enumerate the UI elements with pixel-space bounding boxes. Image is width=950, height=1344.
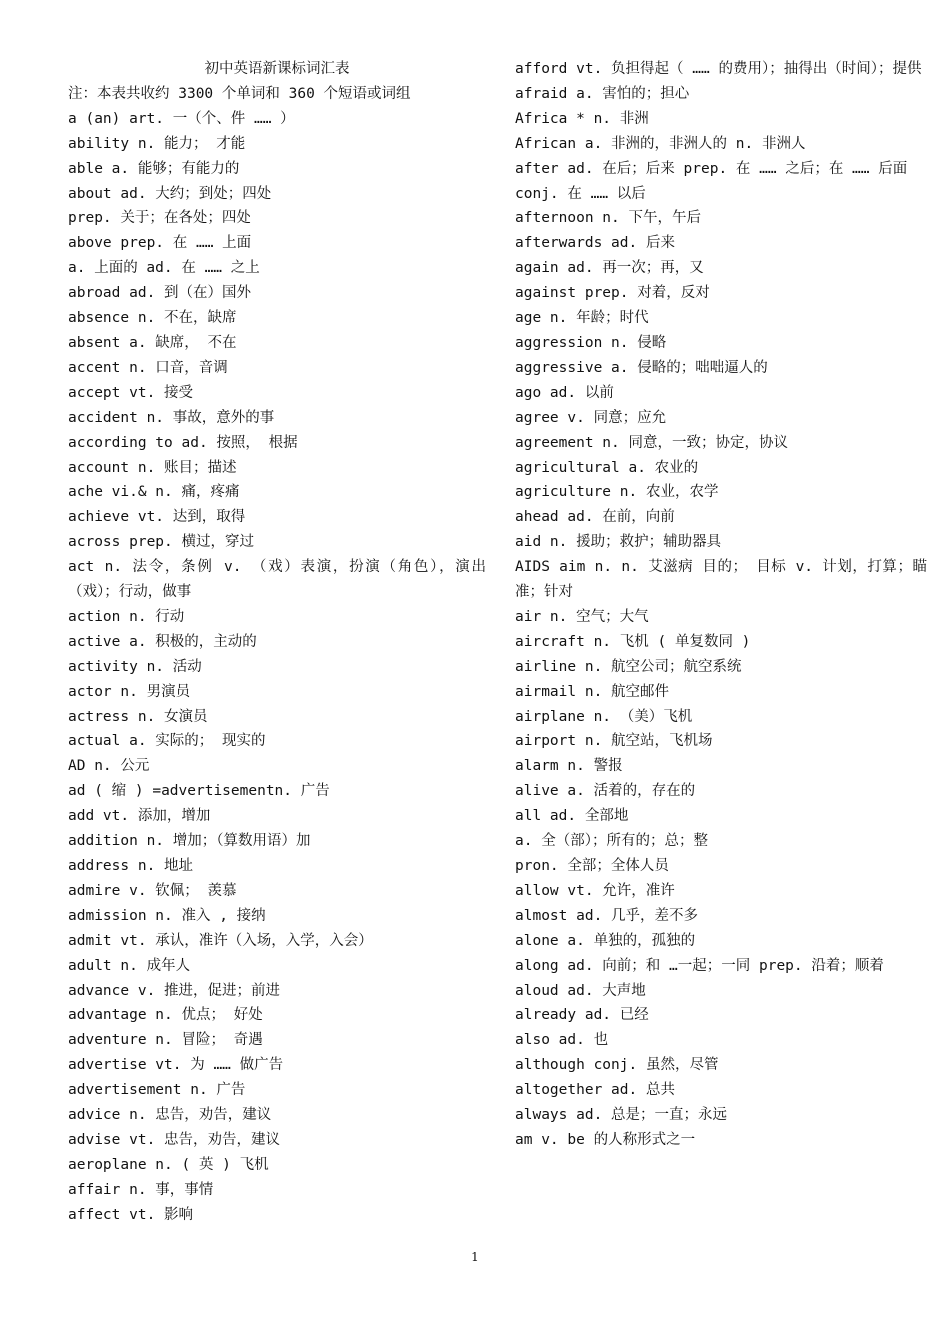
vocabulary-entry: Africa * n. 非洲: [515, 110, 649, 127]
vocabulary-entry: altogether ad. 总共: [515, 1082, 675, 1099]
vocabulary-entry: absence n. 不在，缺席: [68, 310, 237, 327]
vocabulary-entry: aid n. 援助；救护；辅助器具: [515, 534, 722, 551]
vocabulary-entry: again ad. 再一次；再，又: [515, 260, 704, 277]
vocabulary-entry: able a. 能够；有能力的: [68, 160, 240, 177]
vocabulary-entry: activity n. 活动: [68, 658, 202, 675]
vocabulary-entry: African a. 非洲的，非洲人的 n. 非洲人: [515, 135, 806, 152]
vocabulary-entry: address n. 地址: [68, 858, 194, 874]
vocabulary-entry: am v. be 的人称形式之一: [515, 1131, 696, 1148]
vocabulary-entry: afterwards ad. 后来: [515, 235, 675, 252]
right-column: [515, 57, 927, 1153]
vocabulary-entry: pron. 全部；全体人员: [515, 858, 669, 874]
vocabulary-entry: aggression n. 侵略: [515, 334, 667, 351]
vocabulary-entry: afford vt. 负担得起（ …… 的费用）；抽得出（时间）；提供: [515, 61, 922, 77]
vocabulary-entry: airport n. 航空站，飞机场: [515, 733, 713, 750]
page-number: 1: [471, 1250, 479, 1264]
vocabulary-entry: prep. 关于；在各处；四处: [68, 210, 251, 227]
vocabulary-entry: active a. 积极的，主动的: [68, 633, 257, 650]
vocabulary-entry: afraid a. 害怕的；担心: [515, 85, 690, 102]
vocabulary-entry: after ad. 在后；后来 prep. 在 …… 之后；在 …… 后面: [515, 160, 908, 177]
vocabulary-entry: addition n. 增加；（算数用语）加: [68, 833, 311, 850]
vocabulary-entry: advertise vt. 为 …… 做广告: [68, 1057, 284, 1074]
vocabulary-entry: affect vt. 影响: [68, 1206, 194, 1223]
vocabulary-entry: advice n. 忠告，劝告，建议: [68, 1107, 272, 1124]
vocabulary-entry: already ad. 已经: [515, 1007, 649, 1024]
vocabulary-entry: airplane n. （美）飞机: [515, 708, 693, 725]
vocabulary-entry: along ad. 向前；和 …一起；一同 prep. 沿着；顺着: [515, 957, 884, 974]
vocabulary-entry: all ad. 全部地: [515, 808, 629, 825]
vocabulary-entry: adult n. 成年人: [68, 957, 191, 974]
vocabulary-entry: act n. 法令，条例 v. （戏）表演，扮演（角色），演出（戏）；行动，做事: [68, 559, 486, 601]
vocabulary-entry: admire v. 钦佩； 羡慕: [68, 882, 237, 899]
vocabulary-entry: accident n. 事故，意外的事: [68, 409, 275, 426]
vocabulary-entry: accent n. 口音，音调: [68, 359, 228, 376]
page-title: 初中英语新课标词汇表: [204, 61, 350, 77]
vocabulary-entry: airline n. 航空公司；航空系统: [515, 658, 742, 675]
vocabulary-entry: allow vt. 允许，准许: [515, 882, 675, 899]
vocabulary-entry: actual a. 实际的； 现实的: [68, 733, 266, 750]
vocabulary-entry: account n. 账目；描述: [68, 459, 237, 476]
vocabulary-entry: almost ad. 几乎，差不多: [515, 907, 699, 924]
vocabulary-entry: ability n. 能力； 才能: [68, 135, 246, 152]
vocabulary-entry: admission n. 准入 , 接纳: [68, 907, 266, 924]
vocabulary-entry: age n. 年龄；时代: [515, 310, 649, 327]
vocabulary-entry: advance v. 推进，促进；前进: [68, 982, 281, 999]
vocabulary-entry: a. 上面的 ad. 在 …… 之上: [68, 260, 260, 277]
right-vocabulary-list: [515, 57, 927, 1153]
vocabulary-entry: admit vt. 承认，准许（入场，入学，入会）: [68, 932, 373, 949]
vocabulary-entry: advise vt. 忠告，劝告，建议: [68, 1131, 281, 1148]
vocabulary-entry: afternoon n. 下午，午后: [515, 210, 701, 227]
vocabulary-entry: above prep. 在 …… 上面: [68, 235, 252, 252]
vocabulary-entry: ahead ad. 在前，向前: [515, 509, 675, 526]
vocabulary-entry: about ad. 大约；到处；四处: [68, 185, 272, 202]
vocabulary-entry: advantage n. 优点； 好处: [68, 1007, 263, 1024]
vocabulary-note: 注：本表共收约 3300 个单词和 360 个短语或词组: [68, 85, 411, 102]
vocabulary-entry: also ad. 也: [515, 1032, 609, 1049]
vocabulary-entry: alone a. 单独的，孤独的: [515, 932, 696, 949]
vocabulary-entry: actress n. 女演员: [68, 708, 208, 725]
vocabulary-entry: although conj. 虽然，尽管: [515, 1057, 719, 1074]
vocabulary-entry: across prep. 横过，穿过: [68, 534, 254, 551]
vocabulary-entry: adventure n. 冒险； 奇遇: [68, 1032, 263, 1049]
vocabulary-entry: agriculture n. 农业，农学: [515, 484, 719, 501]
vocabulary-entry: aircraft n. 飞机 ( 单复数同 ): [515, 633, 751, 650]
vocabulary-entry: agricultural a. 农业的: [515, 459, 699, 476]
vocabulary-entry: agree v. 同意；应允: [515, 409, 667, 426]
vocabulary-entry: air n. 空气；大气: [515, 608, 649, 625]
vocabulary-entry: always ad. 总是；一直；永远: [515, 1107, 728, 1124]
vocabulary-entry: agreement n. 同意，一致；协定，协议: [515, 434, 788, 451]
vocabulary-entry: ago ad. 以前: [515, 384, 614, 401]
vocabulary-entry: aeroplane n. ( 英 ) 飞机: [68, 1156, 269, 1173]
vocabulary-entry: a (an) art. 一（个、件 …… ）: [68, 110, 295, 127]
vocabulary-entry: alarm n. 警报: [515, 758, 623, 775]
vocabulary-entry: accept vt. 接受: [68, 384, 194, 401]
vocabulary-entry: ad ( 缩 ) =advertisementn. 广告: [68, 783, 330, 800]
vocabulary-entry: absent a. 缺席， 不在: [68, 334, 237, 351]
vocabulary-entry: aloud ad. 大声地: [515, 982, 646, 999]
vocabulary-entry: action n. 行动: [68, 608, 185, 625]
vocabulary-entry: against prep. 对着，反对: [515, 285, 710, 302]
left-vocabulary-list: [68, 107, 486, 1228]
vocabulary-entry: advertisement n. 广告: [68, 1082, 246, 1099]
vocabulary-entry: add vt. 添加，增加: [68, 808, 211, 825]
vocabulary-entry: AIDS aim n. n. 艾滋病 目的； 目标 v. 计划，打算；瞄准；针对: [515, 559, 927, 601]
vocabulary-entry: affair n. 事，事情: [68, 1181, 214, 1198]
vocabulary-entry: airmail n. 航空邮件: [515, 683, 670, 700]
vocabulary-entry: AD n. 公元: [68, 758, 150, 775]
vocabulary-entry: aggressive a. 侵略的；咄咄逼人的: [515, 359, 768, 376]
vocabulary-entry: ache vi.& n. 痛，疼痛: [68, 484, 240, 501]
vocabulary-entry: actor n. 男演员: [68, 683, 191, 700]
vocabulary-entry: achieve vt. 达到，取得: [68, 509, 246, 526]
vocabulary-entry: conj. 在 …… 以后: [515, 185, 646, 202]
vocabulary-entry: according to ad. 按照， 根据: [68, 434, 298, 451]
left-column: [68, 57, 486, 1228]
vocabulary-entry: alive a. 活着的，存在的: [515, 783, 696, 800]
vocabulary-entry: abroad ad. 到（在）国外: [68, 285, 252, 302]
vocabulary-entry: a. 全（部）；所有的；总；整: [515, 833, 708, 850]
